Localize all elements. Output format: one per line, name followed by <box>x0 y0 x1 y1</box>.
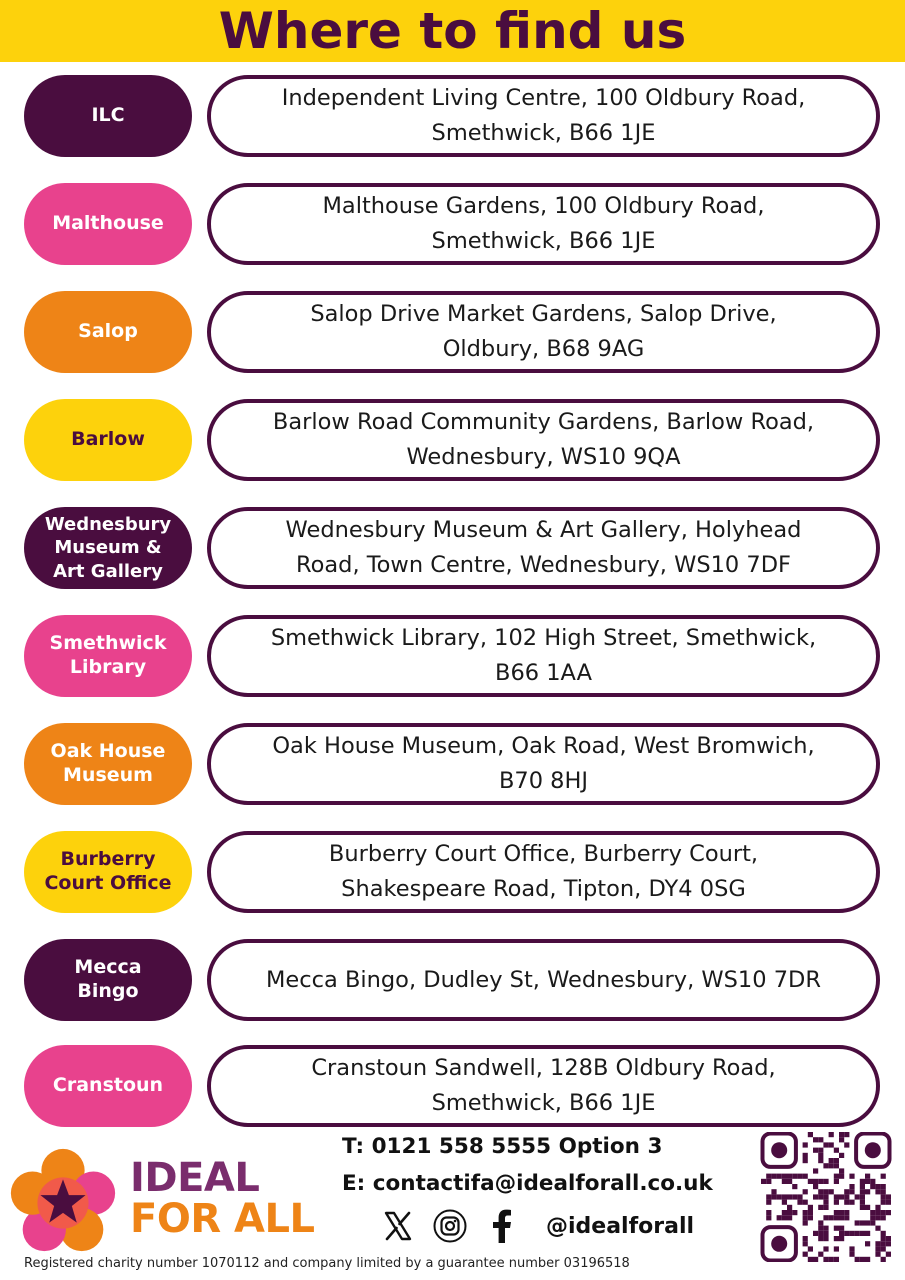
location-row-salop <box>0 291 905 373</box>
contact-phone: T: 0121 558 5555 Option 3 <box>342 1134 663 1159</box>
location-address-malthouse: Malthouse Gardens, 100 Oldbury Road, Smethwick, B66 1JE <box>207 183 880 265</box>
social-links <box>380 1206 694 1246</box>
social-handle[interactable]: @idealforall <box>546 1213 695 1239</box>
contact-email: E: contactifa@idealforall.co.uk <box>342 1171 713 1196</box>
facebook-icon[interactable] <box>484 1208 520 1244</box>
location-row-barlow <box>0 399 905 481</box>
location-label-burberry: Burberry Court Office <box>24 831 192 913</box>
logo-line-ideal: IDEAL <box>130 1155 260 1201</box>
location-row-smethwick-library <box>0 615 905 697</box>
location-label-oak-house: Oak House Museum <box>24 723 192 805</box>
location-row-burberry <box>0 831 905 913</box>
location-row-ilc <box>0 75 905 157</box>
location-row-oak-house <box>0 723 905 805</box>
registration-notice: Registered charity number 1070112 and company limited by a guarantee number 03196518 <box>24 1256 630 1271</box>
logo-wordmark <box>130 1155 315 1242</box>
location-address-cranstoun: Cranstoun Sandwell, 128B Oldbury Road, Smethwick, B66 1JE <box>207 1045 880 1127</box>
logo-line-for-all: FOR ALL <box>130 1196 315 1242</box>
location-label-cranstoun: Cranstoun <box>24 1045 192 1127</box>
location-address-salop: Salop Drive Market Gardens, Salop Drive, Oldbury, B68 9AG <box>207 291 880 373</box>
location-label-malthouse: Malthouse <box>24 183 192 265</box>
ideal-for-all-logo-icon <box>4 1144 122 1262</box>
location-label-salop: Salop <box>24 291 192 373</box>
location-row-wednesbury-museum <box>0 507 905 589</box>
location-row-cranstoun <box>0 1045 905 1127</box>
page-title: Where to find us <box>218 2 687 60</box>
location-address-oak-house: Oak House Museum, Oak Road, West Bromwich, B70 8HJ <box>207 723 880 805</box>
location-row-malthouse <box>0 183 905 265</box>
location-address-mecca-bingo: Mecca Bingo, Dudley St, Wednesbury, WS10 7DR <box>207 939 880 1021</box>
location-address-smethwick-library: Smethwick Library, 102 High Street, Smethwick, B66 1AA <box>207 615 880 697</box>
location-row-mecca-bingo <box>0 939 905 1021</box>
location-address-burberry: Burberry Court Office, Burberry Court, Shakespeare Road, Tipton, DY4 0SG <box>207 831 880 913</box>
location-address-barlow: Barlow Road Community Gardens, Barlow Road, Wednesbury, WS10 9QA <box>207 399 880 481</box>
location-label-barlow: Barlow <box>24 399 192 481</box>
qr-code-icon[interactable] <box>757 1132 897 1262</box>
location-label-smethwick-library: Smethwick Library <box>24 615 192 697</box>
footer <box>0 1130 905 1280</box>
location-label-ilc: ILC <box>24 75 192 157</box>
location-address-wednesbury-museum: Wednesbury Museum & Art Gallery, Holyhead Road, Town Centre, Wednesbury, WS10 7DF <box>207 507 880 589</box>
location-label-wednesbury-museum: Wednesbury Museum & Art Gallery <box>24 507 192 589</box>
instagram-icon[interactable] <box>432 1208 468 1244</box>
location-label-mecca-bingo: Mecca Bingo <box>24 939 192 1021</box>
location-address-ilc: Independent Living Centre, 100 Oldbury Road, Smethwick, B66 1JE <box>207 75 880 157</box>
x-icon[interactable] <box>380 1208 416 1244</box>
header-banner <box>0 0 905 62</box>
